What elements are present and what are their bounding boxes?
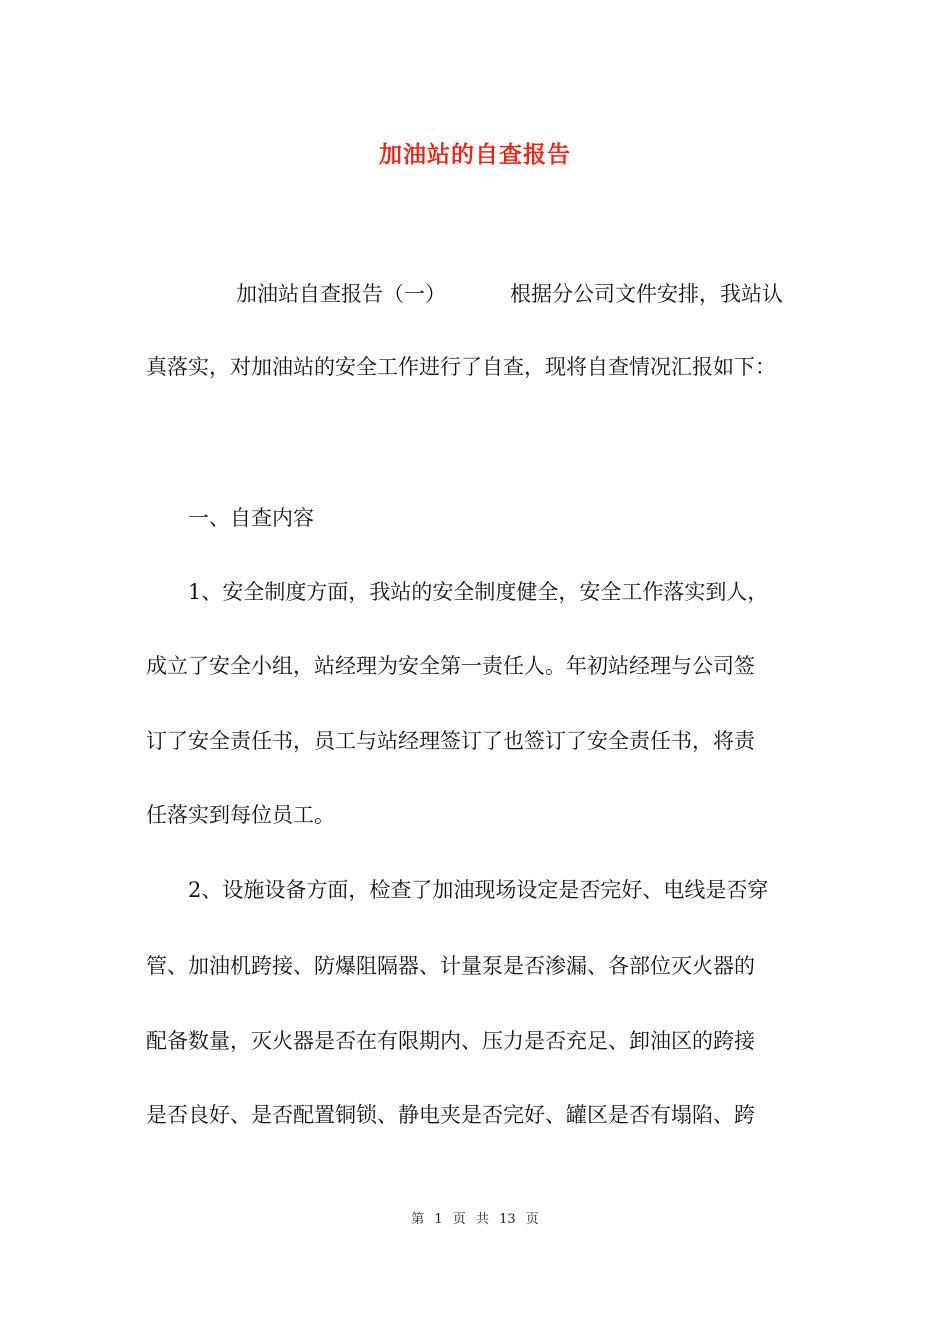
section-heading: 一、自查内容	[188, 506, 314, 530]
page-footer	[0, 1208, 950, 1227]
paragraph-2-line: 管、加油机跨接、防爆阻隔器、计量泵是否渗漏、各部位灭火器的	[146, 954, 755, 978]
paragraph-2-line: 2、设施设备方面，检查了加油现场设定是否完好、电线是否穿	[188, 878, 769, 902]
intro-line-2: 真落实，对加油站的安全工作进行了自查，现将自查情况汇报如下：	[146, 355, 776, 379]
paragraph-1-line: 任落实到每位员工。	[146, 803, 335, 827]
footer-total-pages: 13	[499, 1212, 516, 1227]
intro-line-1: 根据分公司文件安排，我站认	[510, 282, 783, 306]
paragraph-2-line: 是否良好、是否配置铜锁、静电夹是否完好、罐区是否有塌陷、跨	[146, 1103, 755, 1127]
paragraph-1-line: 1、安全制度方面，我站的安全制度健全，安全工作落实到人，	[188, 580, 769, 604]
paragraph-2-line: 配备数量，灭火器是否在有限期内、压力是否充足、卸油区的跨接	[146, 1029, 755, 1053]
paragraph-1-line: 订了安全责任书，员工与站经理签订了也签订了安全责任书，将责	[146, 729, 755, 753]
footer-total-word: 共	[475, 1212, 489, 1227]
paragraph-1-line: 成立了安全小组，站经理为安全第一责任人。年初站经理与公司签	[146, 654, 755, 678]
footer-page-word: 页	[452, 1212, 466, 1227]
intro-heading: 加油站自查报告（一）	[236, 282, 446, 306]
footer-current-page: 1	[434, 1212, 443, 1227]
footer-prefix: 第	[411, 1212, 425, 1227]
document-title: 加油站的自查报告	[379, 141, 571, 168]
footer-suffix: 页	[525, 1212, 539, 1227]
